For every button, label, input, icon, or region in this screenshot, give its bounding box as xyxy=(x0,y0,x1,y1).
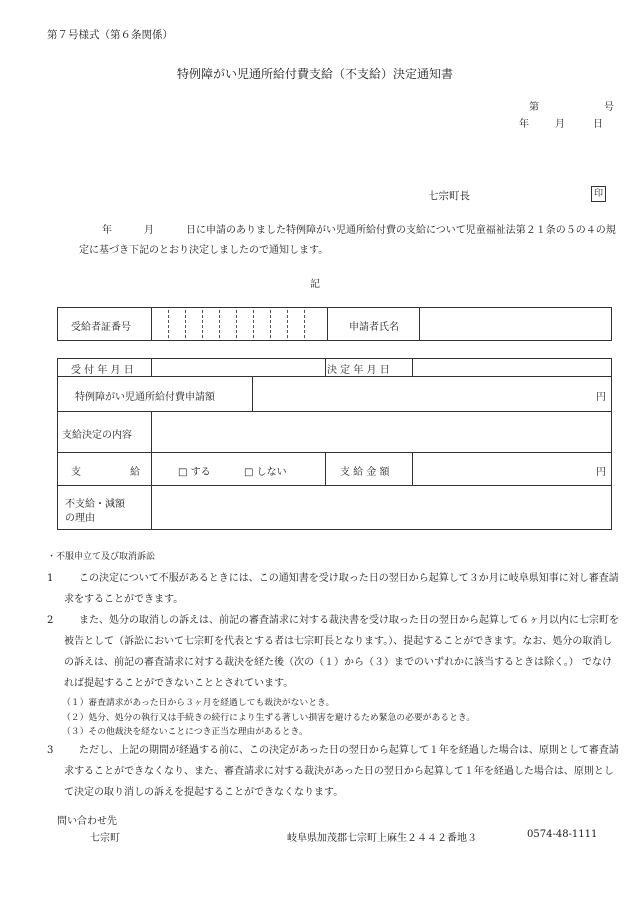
sub-note: （２）処分、処分の執行又は手続きの続行により生ずる著しい損害を避けるため緊急の必要があるとき。 xyxy=(62,713,476,723)
payment-label-a: 支 xyxy=(71,467,81,478)
applicant-name-field[interactable] xyxy=(421,309,610,339)
issuer-name: 七宗町長 xyxy=(428,190,470,202)
doc-number-dai: 第 xyxy=(529,102,539,113)
contact-address: 岐阜県加茂郡七宗町上麻生２４４２番地３ xyxy=(287,833,477,844)
applicant-name-label: 申請者氏名 xyxy=(349,322,399,333)
note-text: また、処分の取消しの訴えは、前記の審査請求に対する裁決書を受け取った日の翌日から起算して６ヶ月以内に七宗町を被告として（訴訟において七宗町を代表とする者は七宗町長となります。）、提起することができます。なお、処分の取消しの訴えは、前記の審査請求に対する裁決を経た後（次の（１）から（３）までのいずれかに該当するときは除く。） でなければ提起することができないこととされています。 xyxy=(64,615,619,689)
date-month: 月 xyxy=(555,119,565,130)
pay-amount-label: 支 給 金 額 xyxy=(340,467,390,478)
sub-note: （１）審査請求があった日から３ヶ月を経過しても裁決がないとき。 xyxy=(62,698,335,708)
seal-mark: 印 xyxy=(591,186,606,202)
notes-heading: ・不服申立て及び取消訴訟 xyxy=(47,552,156,562)
document-title: 特例障がい児通所給付費支給（不支給）決定通知書 xyxy=(176,67,453,81)
reason-label-line1: 不支給・減額 xyxy=(65,499,125,510)
intro-text: 日に申請のありました特例障がい児通所給付費の支給について児童福祉法第２１条の５の４の規定に基づき下記のとおり決定しましたので通知します。 xyxy=(79,225,616,256)
claim-amount-yen: 円 xyxy=(596,392,606,403)
note-text: ただし、上記の期間が経過する前に、この決定があった日の翌日から起算して１年を経過した場合は、原則として審査請求することができなくなり、また、審査請求に対する裁決があった日の翌日から起算して１年を経過した場合は、原則として決定の取り消しの訴えを提起することができなくなります。 xyxy=(64,745,619,798)
pay-amount-yen: 円 xyxy=(596,467,606,478)
contact-org: 七宗町 xyxy=(90,833,120,844)
note-number: 3 xyxy=(47,745,54,756)
recipient-number-label: 受給者証番号 xyxy=(71,322,131,333)
decision-table xyxy=(57,358,612,530)
contact-label: 問い合わせ先 xyxy=(57,816,117,827)
option-no-checkbox[interactable]: □ しない xyxy=(244,467,287,478)
claim-amount-label: 特例障がい児通所給付費申請額 xyxy=(75,392,215,403)
receipt-date-label: 受 付 年 月 日 xyxy=(71,365,134,376)
note-number: 2 xyxy=(47,615,54,626)
note-item xyxy=(47,568,617,610)
note-number: 1 xyxy=(47,573,54,584)
decision-date-label: 決 定 年 月 日 xyxy=(327,365,390,376)
recipient-number-field[interactable] xyxy=(152,309,326,339)
ki-heading: 記 xyxy=(310,279,320,290)
reason-label-line2: の理由 xyxy=(65,513,95,524)
intro-month: 月 xyxy=(144,225,154,236)
decision-content-label: 支給決定の内容 xyxy=(62,430,132,441)
recipient-table xyxy=(57,307,612,341)
sub-note: （３）その他裁決を経ないことにつき正当な理由があるとき。 xyxy=(62,727,308,737)
intro-paragraph xyxy=(79,221,619,261)
option-yes-checkbox[interactable]: □ する xyxy=(178,467,211,478)
form-number: 第７号様式（第６条関係） xyxy=(47,29,173,41)
contact-phone: 0574-48-1111 xyxy=(527,829,598,840)
payment-label-b: 給 xyxy=(130,467,140,478)
note-item xyxy=(47,740,617,803)
doc-number-go: 号 xyxy=(604,102,614,113)
note-item xyxy=(47,610,617,694)
date-year: 年 xyxy=(519,119,529,130)
note-text: この決定について不服があるときには、この通知書を受け取った日の翌日から起算して３か月に岐阜県知事に対し審査請求をすることができます。 xyxy=(64,573,619,605)
intro-year: 年 xyxy=(102,225,112,236)
date-day: 日 xyxy=(593,119,603,130)
